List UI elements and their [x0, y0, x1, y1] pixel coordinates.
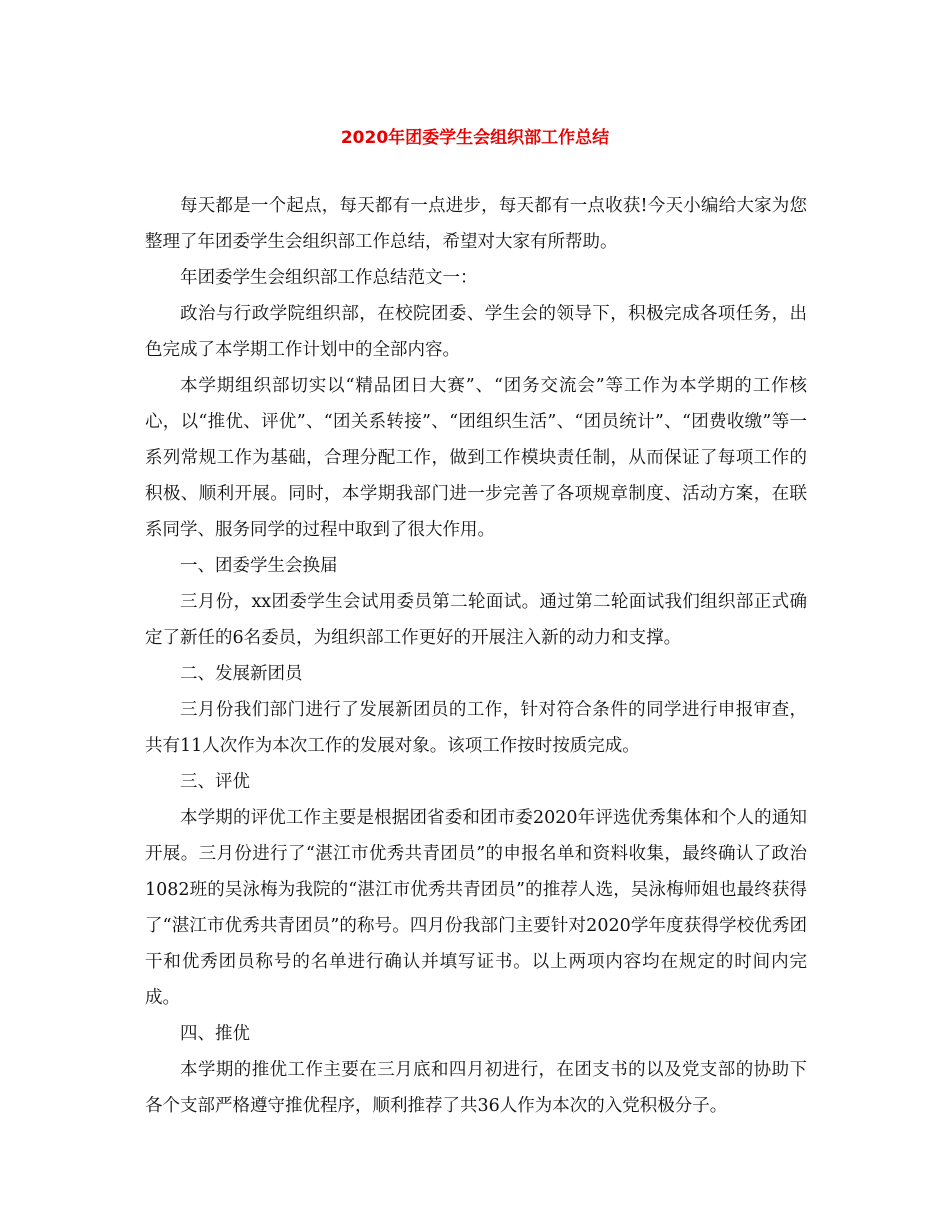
section-heading-4: 四、推优	[180, 1024, 250, 1044]
paragraph-core-work: 本学期组织部切实以“精品团日大赛”、“团务交流会”等工作为本学期的工作核心，以“推优、评优”、“团关系转接”、“团组织生活”、“团员统计”、“团费收缴”等一系列常规工作为基础，合理分配工作，做到工作模块责任制，从而保证了每项工作的积极、顺利开展。同时，本学期我部门进一步完善了各项规章制度、活动方案，在联系同学、服务同学的过程中取到了很大作用。	[145, 376, 807, 540]
paragraph-intro: 每天都是一个起点，每天都有一点进步，每天都有一点收获!今天小编给大家为您整理了年团委学生会组织部工作总结，希望对大家有所帮助。	[145, 196, 807, 252]
paragraph-section-2: 三月份我们部门进行了发展新团员的工作，针对符合条件的同学进行申报审查，共有11人次作为本次工作的发展对象。该项工作按时按质完成。	[145, 700, 807, 756]
section-heading-2: 二、发展新团员	[180, 664, 303, 684]
paragraph-overview: 政治与行政学院组织部，在校院团委、学生会的领导下，积极完成各项任务，出色完成了本学期工作计划中的全部内容。	[145, 304, 807, 360]
section-heading-1: 一、团委学生会换届	[180, 556, 338, 576]
paragraph-section-3: 本学期的评优工作主要是根据团省委和团市委2020年评选优秀集体和个人的通知开展。三月份进行了“湛江市优秀共青团员”的申报名单和资料收集，最终确认了政治1082班的吴泳梅为我院的“湛江市优秀共青团员”的推荐人选，吴泳梅师姐也最终获得了“湛江市优秀共青团员”的称号。四月份我部门主要针对2020学年度获得学校优秀团干和优秀团员称号的名单进行确认并填写证书。以上两项内容均在规定的时间内完成。	[145, 808, 807, 1008]
document-title: 2020年团委学生会组织部工作总结	[340, 128, 610, 148]
paragraph-section-4: 本学期的推优工作主要在三月底和四月初进行，在团支书的以及党支部的协助下各个支部严格遵守推优程序，顺利推荐了共36人作为本次的入党积极分子。	[145, 1060, 807, 1116]
paragraph-sample-heading: 年团委学生会组织部工作总结范文一：	[180, 268, 478, 288]
paragraph-section-1: 三月份，xx团委学生会试用委员第二轮面试。通过第二轮面试我们组织部正式确定了新任的6名委员，为组织部工作更好的开展注入新的动力和支撑。	[145, 592, 807, 648]
section-heading-3: 三、评优	[180, 772, 250, 792]
document-body	[145, 188, 807, 1124]
